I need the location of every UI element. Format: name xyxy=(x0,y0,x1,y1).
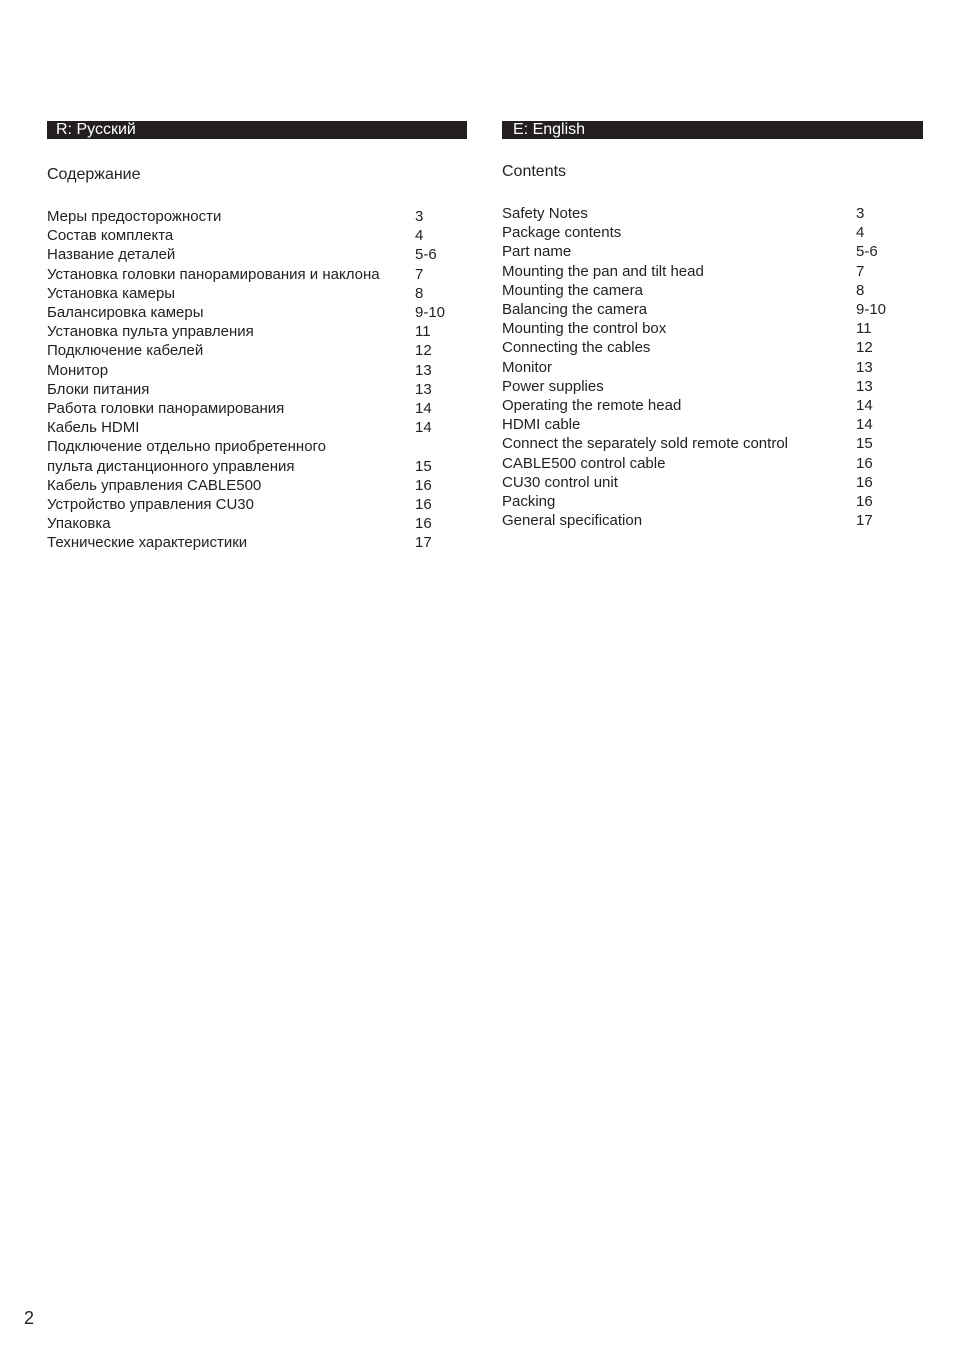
toc-entry-title: Состав комплекта xyxy=(47,227,174,245)
toc-entry-title: Power supplies xyxy=(502,377,604,395)
toc-entry xyxy=(47,399,467,418)
toc-entry xyxy=(502,300,923,319)
toc-entry-page: 16 xyxy=(856,493,873,511)
english-section xyxy=(502,121,923,530)
toc-entry-title: пульта дистанционного управления xyxy=(47,457,295,475)
toc-entry-title: Mounting the control box xyxy=(502,320,667,338)
toc-entry-page: 16 xyxy=(415,476,432,494)
toc-entry-title: Технические характеристики xyxy=(47,534,248,552)
toc-entry-page: 4 xyxy=(415,227,424,245)
english-contents-heading: Contents xyxy=(502,163,567,180)
toc-entry-page: 17 xyxy=(415,534,432,552)
toc-entry xyxy=(502,242,923,261)
toc-entry-title: Установка камеры xyxy=(47,284,176,302)
toc-entry-title: Блоки питания xyxy=(47,380,150,398)
toc-entry-title: Меры предосторожности xyxy=(47,208,222,225)
toc-entry-title: Package contents xyxy=(502,224,622,242)
toc-entry xyxy=(502,454,923,473)
toc-entry-page: 7 xyxy=(415,265,424,283)
russian-toc-list xyxy=(47,207,467,553)
toc-entry xyxy=(47,476,467,495)
toc-entry-title: Balancing the camera xyxy=(502,301,648,319)
russian-contents-heading: Содержание xyxy=(47,166,141,183)
toc-entry-page: 3 xyxy=(415,208,424,225)
toc-entry-page: 15 xyxy=(856,435,873,453)
toc-entry xyxy=(47,322,467,341)
toc-entry-title: Установка головки панорамирования и наклона xyxy=(47,265,380,283)
toc-entry-page: 16 xyxy=(415,496,432,514)
toc-entry xyxy=(47,380,467,399)
toc-entry-title: HDMI cable xyxy=(502,416,581,434)
toc-entry-page: 3 xyxy=(856,205,865,222)
toc-entry xyxy=(502,511,923,530)
toc-entry xyxy=(502,319,923,338)
toc-entry-page: 16 xyxy=(856,473,873,491)
toc-entry-title: Кабель HDMI xyxy=(47,419,140,437)
toc-entry xyxy=(47,514,467,533)
toc-entry-title: Устройство управления CU30 xyxy=(47,496,254,514)
toc-entry-page: 9-10 xyxy=(856,301,887,319)
toc-entry xyxy=(502,358,923,377)
toc-entry-page: 12 xyxy=(856,339,873,357)
toc-entry-page: 13 xyxy=(856,377,873,395)
english-toc-list xyxy=(502,204,923,530)
toc-entry xyxy=(47,226,467,245)
toc-entry xyxy=(502,338,923,357)
toc-entry-title: Название деталей xyxy=(47,246,176,264)
toc-entry-title: CU30 control unit xyxy=(502,473,618,491)
toc-entry-page: 5-6 xyxy=(415,246,437,264)
toc-entry-title: CABLE500 control cable xyxy=(502,454,666,472)
toc-entry xyxy=(47,457,467,476)
toc-entry-page: 16 xyxy=(415,515,432,533)
toc-entry-title: Mounting the pan and tilt head xyxy=(502,262,704,280)
toc-entry xyxy=(47,437,467,456)
toc-entry xyxy=(502,492,923,511)
russian-section xyxy=(47,121,467,553)
toc-entry-title: Установка пульта управления xyxy=(47,323,254,341)
toc-entry-page: 13 xyxy=(415,380,432,398)
toc-entry xyxy=(502,223,923,242)
toc-entry xyxy=(502,434,923,453)
toc-entry-page: 5-6 xyxy=(856,243,878,261)
russian-language-label: R: Русский xyxy=(47,121,467,139)
toc-entry xyxy=(47,495,467,514)
toc-entry-page: 16 xyxy=(856,454,873,472)
toc-entry-page: 14 xyxy=(856,397,873,415)
toc-entry xyxy=(47,284,467,303)
toc-entry-title: Monitor xyxy=(502,358,553,376)
toc-entry-title: Балансировка камеры xyxy=(47,304,204,322)
toc-entry-page: 7 xyxy=(856,262,865,280)
toc-entry xyxy=(502,281,923,300)
toc-entry xyxy=(47,533,467,552)
toc-entry xyxy=(502,204,923,223)
toc-entry xyxy=(502,377,923,396)
toc-entry xyxy=(502,262,923,281)
toc-entry xyxy=(502,473,923,492)
toc-entry-title: Packing xyxy=(502,493,556,511)
toc-entry-title: Подключение кабелей xyxy=(47,342,204,360)
toc-entry-page: 14 xyxy=(415,400,432,418)
toc-entry-page: 11 xyxy=(856,320,872,338)
toc-entry-title: Connect the separately sold remote control xyxy=(502,435,788,453)
toc-entry-page: 17 xyxy=(856,512,873,530)
toc-entry-title: Connecting the cables xyxy=(502,339,651,357)
toc-entry-page: 15 xyxy=(415,457,432,475)
toc-entry xyxy=(47,265,467,284)
english-language-label: E: English xyxy=(502,121,923,139)
toc-entry xyxy=(47,418,467,437)
toc-entry xyxy=(47,245,467,264)
toc-entry-page: 14 xyxy=(856,416,873,434)
toc-entry-title: Part name xyxy=(502,243,572,261)
toc-entry-page: 8 xyxy=(415,284,424,302)
toc-entry-page: 14 xyxy=(415,419,432,437)
toc-entry xyxy=(47,361,467,380)
toc-entry-page: 11 xyxy=(415,323,431,341)
toc-entry-page: 4 xyxy=(856,224,865,242)
toc-entry xyxy=(47,303,467,322)
toc-entry xyxy=(47,341,467,360)
toc-entry xyxy=(502,415,923,434)
toc-entry-title: Кабель управления CABLE500 xyxy=(47,476,262,494)
toc-entry-title: General specification xyxy=(502,512,643,530)
toc-entry-title: Работа головки панорамирования xyxy=(47,400,285,418)
toc-entry-title: Упаковка xyxy=(47,515,111,533)
toc-entry xyxy=(47,207,467,226)
toc-entry-page: 12 xyxy=(415,342,432,360)
toc-entry-title: Safety Notes xyxy=(502,205,588,222)
toc-entry-title: Operating the remote head xyxy=(502,397,682,415)
toc-entry-title: Mounting the camera xyxy=(502,281,643,299)
toc-entry-title: Подключение отдельно приобретенного xyxy=(47,438,327,456)
toc-entry-title: Монитор xyxy=(47,361,109,379)
toc-entry-page: 13 xyxy=(415,361,432,379)
toc-entry xyxy=(502,396,923,415)
page-number: 2 xyxy=(24,1308,35,1328)
toc-entry-page: 8 xyxy=(856,281,865,299)
toc-entry-page: 9-10 xyxy=(415,304,446,322)
toc-entry-page: 13 xyxy=(856,358,873,376)
